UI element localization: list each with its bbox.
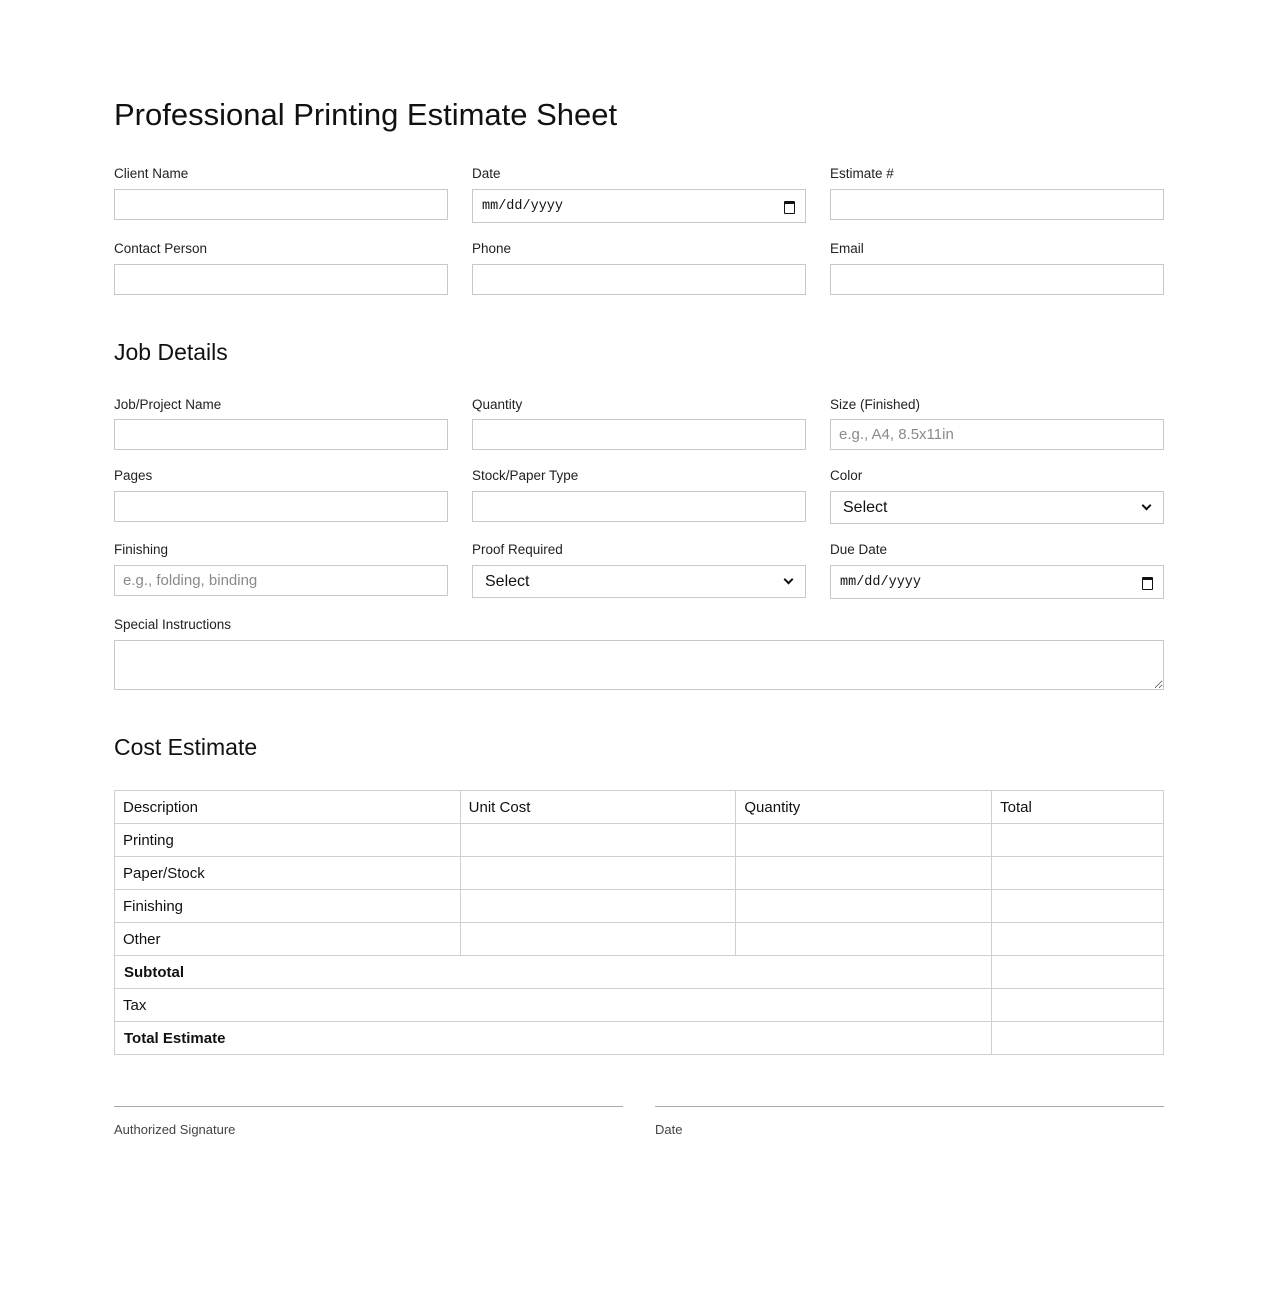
column-header: Total [992,791,1164,824]
column-header: Unit Cost [460,791,736,824]
size-label: Size (Finished) [830,397,921,412]
pages-field [114,468,448,484]
special-instructions-field [114,617,1164,633]
contact-person-label: Contact Person [114,241,208,256]
chevron-down-icon [1143,502,1151,510]
phone-input[interactable] [472,264,806,295]
color-select[interactable] [830,491,1164,524]
authorized-signature-label: Authorized Signature [114,1122,236,1137]
due-date-input[interactable] [830,565,1164,599]
table-row [115,923,1164,956]
contact-person-input[interactable] [114,264,448,295]
total-cell[interactable] [992,824,1164,857]
unit-cost-cell[interactable] [460,824,736,857]
job-details-heading: Job Details [114,339,228,365]
proof-field [472,542,806,590]
quantity-field [472,397,806,413]
stock-input[interactable] [472,491,806,522]
quantity-cell[interactable] [736,923,992,956]
tax-row [115,989,1164,1022]
size-field [830,397,1164,413]
total-estimate-value[interactable] [992,1022,1164,1055]
total-cell[interactable] [992,890,1164,923]
total-cell[interactable] [992,923,1164,956]
estimate-number-field [830,166,1164,182]
color-field [830,468,1164,516]
description-cell: Paper/Stock [115,857,461,890]
table-header-row [115,791,1164,824]
column-header: Description [115,791,461,824]
proof-select[interactable] [472,565,806,598]
color-select-value: Select [843,498,888,516]
proof-select-value: Select [485,572,530,590]
cost-table [114,790,1164,1055]
column-header: Quantity [736,791,992,824]
cost-estimate-heading: Cost Estimate [114,734,258,760]
description-cell: Other [115,923,461,956]
client-name-field [114,166,448,182]
quantity-cell[interactable] [736,890,992,923]
quantity-cell[interactable] [736,824,992,857]
quantity-cell[interactable] [736,857,992,890]
client-name-label: Client Name [114,166,189,181]
estimate-number-input[interactable] [830,189,1164,220]
email-label: Email [830,241,864,256]
description-cell: Printing [115,824,461,857]
color-label: Color [830,468,863,483]
description-cell: Finishing [115,890,461,923]
total-cell[interactable] [992,857,1164,890]
estimate-number-label: Estimate # [830,166,894,181]
chevron-down-icon [785,576,793,584]
date-input[interactable] [472,189,806,223]
due-date-field [830,542,1164,590]
total-estimate-label: Total Estimate [115,1022,992,1055]
due-date-value: mm/dd/yyyy [840,574,922,590]
pages-input[interactable] [114,491,448,522]
client-name-input[interactable] [114,189,448,220]
unit-cost-cell[interactable] [460,923,736,956]
finishing-label: Finishing [114,542,169,557]
calendar-icon[interactable] [783,200,796,213]
special-instructions-textarea[interactable] [114,640,1164,690]
due-date-label: Due Date [830,542,888,557]
date-label: Date [472,166,501,181]
table-row [115,857,1164,890]
subtotal-value[interactable] [992,956,1164,989]
pages-label: Pages [114,468,153,483]
date-field [472,166,806,214]
stock-label: Stock/Paper Type [472,468,579,483]
unit-cost-cell[interactable] [460,857,736,890]
table-row [115,824,1164,857]
page-title: Professional Printing Estimate Sheet [114,97,618,132]
subtotal-row [115,956,1164,989]
phone-field [472,241,806,257]
job-name-label: Job/Project Name [114,397,222,412]
signature-line[interactable] [114,1106,623,1107]
finishing-input[interactable] [114,565,448,596]
proof-label: Proof Required [472,542,563,557]
table-row [115,890,1164,923]
subtotal-label: Subtotal [115,956,992,989]
tax-value[interactable] [992,989,1164,1022]
total-estimate-row [115,1022,1164,1055]
phone-label: Phone [472,241,512,256]
calendar-icon[interactable] [1141,576,1154,589]
special-instructions-label: Special Instructions [114,617,232,632]
job-name-field [114,397,448,413]
email-field [830,241,1164,257]
finishing-field [114,542,448,558]
quantity-input[interactable] [472,419,806,450]
signature-date-label: Date [655,1122,683,1137]
stock-field [472,468,806,484]
tax-label: Tax [115,989,992,1022]
unit-cost-cell[interactable] [460,890,736,923]
contact-person-field [114,241,448,257]
signature-date-line[interactable] [655,1106,1164,1107]
size-input[interactable] [830,419,1164,450]
date-value: mm/dd/yyyy [482,198,564,214]
quantity-label: Quantity [472,397,523,412]
email-input[interactable] [830,264,1164,295]
job-name-input[interactable] [114,419,448,450]
